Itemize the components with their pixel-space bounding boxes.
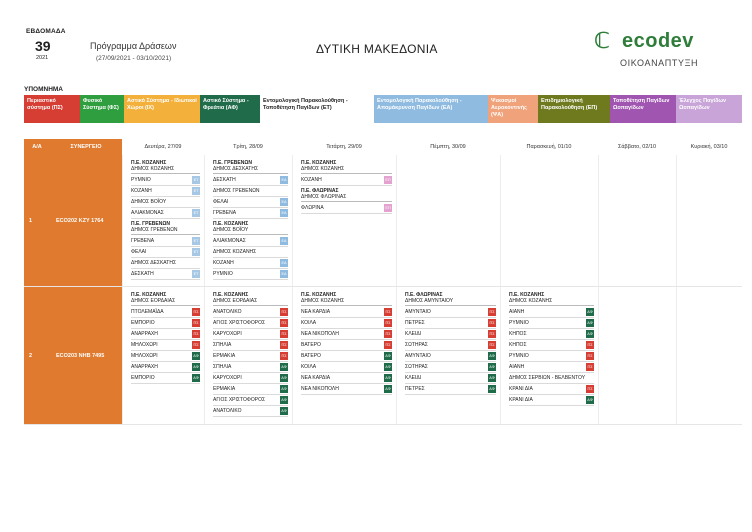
activity-badge: ΑΦ: [587, 321, 593, 325]
legend-item: Περιαστικό σύστημα (ΠΣ): [24, 95, 80, 123]
schedule-grid: [24, 139, 742, 425]
activity-badge: ΠΣ: [193, 310, 199, 314]
location-label: ΑΓΙΟΣ ΧΡΙΣΤΟΦΟΡΟΣ: [213, 397, 266, 403]
location-entry: [405, 340, 496, 351]
location-label: ΔΗΜΟΣ ΓΡΕΒΕΝΩΝ: [213, 188, 260, 194]
legend: [24, 95, 742, 123]
location-label: ΜΗΛΟΧΩΡΙ: [131, 353, 158, 359]
day-cell: [292, 287, 396, 424]
week-number: 39: [35, 38, 51, 54]
legend-item: Εντομολογική Παρακολούθηση - Τοποθέτηση Παγίδων (ΕΤ): [260, 95, 374, 123]
location-entry: [131, 269, 200, 280]
area-title: Π.Ε. ΦΛΩΡΙΝΑΣ: [301, 188, 339, 194]
activity-badge: ΑΦ: [489, 376, 495, 380]
location-entry: [213, 395, 288, 406]
location-entry: [509, 307, 594, 318]
location-label: ΝΕΑ ΝΙΚΟΠΟΛΗ: [301, 386, 339, 392]
municipality-subheading: [213, 247, 288, 258]
location-label: ΑΝΑΤΟΛΙΚΟ: [213, 408, 242, 414]
location-label: ΝΕΑ ΝΙΚΟΠΟΛΗ: [301, 331, 339, 337]
location-entry: [131, 329, 200, 340]
activity-badge: ΠΣ: [489, 332, 495, 336]
crew-name: ECO203 ΝΗΒ 7495: [50, 287, 122, 424]
area-title: Π.Ε. ΚΟΖΑΝΗΣ: [131, 160, 167, 166]
day-cell: [500, 155, 598, 286]
municipality-title: ΔΗΜΟΣ ΕΟΡΔΑΙΑΣ: [213, 298, 288, 306]
activity-badge: ΠΣ: [193, 321, 199, 325]
legend-item: Αστικό Σύστημα - Ιδιωτικοί Χώροι (ΙΧ): [124, 95, 200, 123]
activity-badge: ΕΑ: [281, 272, 287, 276]
activity-badge: ΑΦ: [385, 365, 391, 369]
location-label: ΚΟΙΛΑ: [301, 364, 317, 370]
location-label: ΦΕΛΑΙ: [131, 249, 147, 255]
location-label: ΔΗΜΟΣ ΣΕΡΒΙΩΝ - ΒΕΛΒΕΝΤΟΥ: [509, 375, 586, 381]
location-entry: [213, 318, 288, 329]
location-entry: [301, 175, 392, 186]
location-entry: [131, 351, 200, 362]
location-entry: [131, 340, 200, 351]
activity-badge: ΑΦ: [385, 376, 391, 380]
municipality-title: ΔΗΜΟΣ ΚΟΖΑΝΗΣ: [509, 298, 594, 306]
activity-badge: ΕΤ: [193, 272, 199, 276]
location-entry: [131, 307, 200, 318]
location-entry: [213, 269, 288, 280]
location-label: ΓΡΕΒΕΝΑ: [131, 238, 155, 244]
location-label: ΚΟΖΑΝΗ: [213, 260, 234, 266]
location-entry: [509, 340, 594, 351]
location-label: ΠΕΤΡΕΣ: [405, 386, 425, 392]
activity-badge: ΠΣ: [587, 354, 593, 358]
legend-item: Αστικό Σύστημα - Φρεάτια (ΑΦ): [200, 95, 260, 123]
activity-badge: ΑΦ: [489, 365, 495, 369]
location-entry: [213, 384, 288, 395]
activity-badge: ΑΦ: [281, 387, 287, 391]
week-year: 2021: [36, 55, 49, 61]
area-title: Π.Ε. ΚΟΖΑΝΗΣ: [213, 221, 249, 227]
location-entry: [405, 318, 496, 329]
location-entry: [213, 329, 288, 340]
activity-badge: ΕΤ: [193, 239, 199, 243]
location-entry: [405, 384, 496, 395]
logo-leaf-icon: ℂ: [594, 28, 611, 53]
header-crew: ΣΥΝΕΡΓΕΙΟ: [50, 139, 122, 155]
location-entry: [509, 395, 594, 406]
location-entry: [131, 236, 200, 247]
location-entry: [213, 351, 288, 362]
activity-badge: ΠΣ: [385, 310, 391, 314]
location-label: ΚΑΡΥΟΧΩΡΙ: [213, 375, 242, 381]
location-entry: [213, 236, 288, 247]
location-entry: [213, 208, 288, 219]
location-entry: [213, 175, 288, 186]
location-entry: [213, 340, 288, 351]
region-title: ΔΥΤΙΚΗ ΜΑΚΕΔΟΝΙΑ: [316, 42, 438, 56]
location-label: ΔΕΣΚΑΤΗ: [131, 271, 154, 277]
location-label: ΚΑΡΥΟΧΩΡΙ: [213, 331, 242, 337]
grid-body: [24, 155, 742, 425]
day-cell: [122, 155, 204, 286]
location-entry: [301, 318, 392, 329]
location-label: ΓΡΕΒΕΝΑ: [213, 210, 237, 216]
program-date-range: (27/09/2021 - 03/10/2021): [96, 55, 172, 62]
day-cell: [122, 287, 204, 424]
header-day: Τρίτη, 28/09: [233, 144, 263, 150]
municipality-title: ΔΗΜΟΣ ΔΕΣΚΑΤΗΣ: [213, 166, 288, 174]
activity-badge: ΑΦ: [193, 365, 199, 369]
legend-item: Έλεγχος Παγίδων Ωοπαγίδων: [676, 95, 742, 123]
activity-badge: ΠΣ: [489, 321, 495, 325]
municipality-subheading: [131, 258, 200, 269]
activity-badge: ΕΑ: [281, 178, 287, 182]
header-day: Παρασκευή, 01/10: [526, 144, 572, 150]
municipality-title: ΔΗΜΟΣ ΓΡΕΒΕΝΩΝ: [131, 227, 200, 235]
location-entry: [131, 247, 200, 258]
legend-item: Τοποθέτηση Παγίδων Ωοπαγίδων: [610, 95, 676, 123]
location-entry: [405, 329, 496, 340]
location-label: ΡΥΜΝΙΟ: [213, 271, 233, 277]
location-label: ΦΛΩΡΙΝΑ: [301, 205, 324, 211]
activity-badge: ΑΦ: [587, 310, 593, 314]
location-label: ΔΗΜΟΣ ΚΟΖΑΝΗΣ: [213, 249, 257, 255]
location-entry: [213, 258, 288, 269]
location-label: ΚΗΠΟΣ: [509, 331, 527, 337]
logo-word: ecodev: [622, 30, 694, 52]
day-cell: [676, 287, 742, 424]
location-entry: [301, 329, 392, 340]
municipality-subheading: [131, 197, 200, 208]
location-label: ΑΜΥΝΤΑΙΟ: [405, 309, 431, 315]
activity-badge: ΠΣ: [385, 332, 391, 336]
location-label: ΠΤΟΛΕΜΑΪΔΑ: [131, 309, 164, 315]
location-label: ΕΡΜΑΚΙΑ: [213, 353, 236, 359]
legend-title: ΥΠΟΜΝΗΜΑ: [24, 86, 63, 93]
activity-badge: ΠΣ: [281, 332, 287, 336]
area-title: Π.Ε. ΚΟΖΑΝΗΣ: [509, 292, 545, 298]
location-label: ΚΟΖΑΝΗ: [131, 188, 152, 194]
day-cell: [396, 155, 500, 286]
location-label: ΣΩΤΗΡΑΣ: [405, 342, 428, 348]
location-entry: [131, 362, 200, 373]
location-label: ΑΛΙΑΚΜΟΝΑΣ: [213, 238, 246, 244]
activity-badge: ΠΣ: [587, 365, 593, 369]
location-label: ΔΗΜΟΣ ΒΟΪΟΥ: [131, 199, 167, 205]
location-entry: [301, 373, 392, 384]
location-entry: [131, 373, 200, 384]
location-entry: [509, 351, 594, 362]
activity-badge: ΑΦ: [193, 354, 199, 358]
activity-badge: ΑΦ: [587, 398, 593, 402]
location-label: ΡΥΜΝΙΟ: [509, 320, 529, 326]
activity-badge: ΕΤ: [193, 250, 199, 254]
location-entry: [405, 351, 496, 362]
activity-badge: ΑΦ: [385, 387, 391, 391]
activity-badge: ΠΣ: [281, 343, 287, 347]
crew-name: ECO202 ΚΖΥ 1764: [50, 155, 122, 286]
location-entry: [213, 406, 288, 417]
municipality-subheading: [213, 186, 288, 197]
crew-index: 2: [24, 287, 50, 424]
activity-badge: ΕΠ: [385, 206, 391, 210]
grid-header-row: [24, 139, 742, 155]
location-entry: [301, 384, 392, 395]
municipality-title: ΔΗΜΟΣ ΚΟΖΑΝΗΣ: [301, 298, 392, 306]
municipality-subheading: [509, 373, 594, 384]
location-label: ΕΜΠΟΡΙΟ: [131, 375, 155, 381]
location-entry: [509, 384, 594, 395]
activity-badge: ΕΑ: [281, 211, 287, 215]
location-entry: [405, 373, 496, 384]
day-cell: [598, 155, 676, 286]
location-entry: [131, 208, 200, 219]
activity-badge: ΑΦ: [385, 354, 391, 358]
location-entry: [213, 373, 288, 384]
location-label: ΝΕΑ ΚΑΡΔΙΑ: [301, 309, 331, 315]
area-title: Π.Ε. ΚΟΖΑΝΗΣ: [301, 160, 337, 166]
activity-badge: ΑΦ: [281, 365, 287, 369]
header-day: Τετάρτη, 29/09: [326, 144, 362, 150]
location-label: ΣΠΗΛΙΑ: [213, 364, 232, 370]
location-entry: [301, 351, 392, 362]
location-label: ΚΡΑΝΙ ΔΙΑ: [509, 397, 533, 403]
activity-badge: ΠΣ: [193, 332, 199, 336]
location-entry: [509, 362, 594, 373]
ecodev-logo: [594, 28, 734, 74]
location-label: ΑΜΥΝΤΑΙΟ: [405, 353, 431, 359]
activity-badge: ΑΦ: [281, 376, 287, 380]
location-label: ΜΗΛΟΧΩΡΙ: [131, 342, 158, 348]
location-entry: [213, 197, 288, 208]
activity-badge: ΠΣ: [587, 387, 593, 391]
location-label: ΚΛΕΙΔΙ: [405, 375, 422, 381]
day-cell: [396, 287, 500, 424]
location-label: ΚΗΠΟΣ: [509, 342, 527, 348]
header-aa: Α/Α: [24, 139, 50, 155]
header: [0, 0, 752, 80]
location-label: ΚΟΙΛΑ: [301, 320, 317, 326]
location-label: ΠΕΤΡΕΣ: [405, 320, 425, 326]
day-cell: [204, 287, 292, 424]
header-day: Κυριακή, 03/10: [690, 144, 728, 150]
crew-row: [24, 155, 742, 287]
location-label: ΑΙΑΝΗ: [509, 364, 525, 370]
activity-badge: ΠΣ: [587, 343, 593, 347]
location-entry: [405, 307, 496, 318]
logo-subtitle: ΟΙΚΟΑΝΑΠΤΥΞΗ: [620, 58, 699, 68]
legend-item: Εντομολογική Παρακολούθηση - Απομάκρυνση Παγίδων (ΕΑ): [374, 95, 488, 123]
activity-badge: ΠΣ: [193, 343, 199, 347]
legend-item: Επιδημιολογική Παρακολούθηση (ΕΠ): [538, 95, 610, 123]
municipality-title: ΔΗΜΟΣ ΕΟΡΔΑΙΑΣ: [131, 298, 200, 306]
activity-badge: ΕΤ: [193, 211, 199, 215]
location-entry: [213, 307, 288, 318]
location-label: ΡΥΜΝΙΟ: [509, 353, 529, 359]
location-label: ΕΡΜΑΚΙΑ: [213, 386, 236, 392]
activity-badge: ΕΑ: [281, 261, 287, 265]
location-label: ΑΛΙΑΚΜΟΝΑΣ: [131, 210, 164, 216]
activity-badge: ΠΣ: [489, 310, 495, 314]
municipality-title: ΔΗΜΟΣ ΦΛΩΡΙΝΑΣ: [301, 194, 392, 202]
header-day: Πέμπτη, 30/09: [430, 144, 466, 150]
activity-badge: ΕΤ: [193, 178, 199, 182]
location-entry: [301, 307, 392, 318]
area-title: Π.Ε. ΚΟΖΑΝΗΣ: [131, 292, 167, 298]
crew-row: [24, 287, 742, 425]
location-label: ΑΝΑΤΟΛΙΚΟ: [213, 309, 242, 315]
municipality-title: ΔΗΜΟΣ ΒΟΪΟΥ: [213, 227, 288, 235]
activity-badge: ΠΣ: [385, 321, 391, 325]
header-day: Δευτέρα, 27/09: [144, 144, 182, 150]
location-entry: [131, 186, 200, 197]
location-label: ΒΑΤΕΡΟ: [301, 353, 321, 359]
municipality-title: ΔΗΜΟΣ ΑΜΥΝΤΑΙΟΥ: [405, 298, 496, 306]
activity-badge: ΕΠ: [385, 178, 391, 182]
location-label: ΣΠΗΛΙΑ: [213, 342, 232, 348]
activity-badge: ΑΦ: [281, 398, 287, 402]
program-title: Πρόγραμμα Δράσεων: [90, 41, 177, 51]
day-cell: [598, 287, 676, 424]
location-label: ΒΑΤΕΡΟ: [301, 342, 321, 348]
location-label: ΑΝΑΡΡΑΧΗ: [131, 331, 158, 337]
location-entry: [131, 175, 200, 186]
day-cell: [204, 155, 292, 286]
location-entry: [405, 362, 496, 373]
week-label: ΕΒΔΟΜΑΔΑ: [26, 28, 66, 35]
crew-index: 1: [24, 155, 50, 286]
day-cell: [292, 155, 396, 286]
area-title: Π.Ε. ΚΟΖΑΝΗΣ: [213, 292, 249, 298]
location-entry: [509, 329, 594, 340]
activity-badge: ΑΦ: [489, 387, 495, 391]
activity-badge: ΠΣ: [385, 343, 391, 347]
legend-item: Ψεκασμοί Αεροκοντινής (ΨΑ): [488, 95, 538, 123]
activity-badge: ΑΦ: [193, 376, 199, 380]
location-label: ΚΛΕΙΔΙ: [405, 331, 422, 337]
activity-badge: ΕΑ: [281, 239, 287, 243]
location-label: ΑΙΑΝΗ: [509, 309, 525, 315]
activity-badge: ΕΑ: [281, 200, 287, 204]
area-title: Π.Ε. ΦΛΩΡΙΝΑΣ: [405, 292, 443, 298]
location-label: ΑΝΑΡΡΑΧΗ: [131, 364, 158, 370]
location-label: ΚΟΖΑΝΗ: [301, 177, 322, 183]
area-title: Π.Ε. ΓΡΕΒΕΝΩΝ: [213, 160, 252, 166]
activity-badge: ΠΣ: [281, 354, 287, 358]
location-entry: [301, 203, 392, 214]
activity-badge: ΑΦ: [281, 409, 287, 413]
header-day: Σάββατο, 02/10: [617, 144, 657, 150]
location-entry: [301, 362, 392, 373]
location-label: ΣΩΤΗΡΑΣ: [405, 364, 428, 370]
location-label: ΕΜΠΟΡΙΟ: [131, 320, 155, 326]
activity-badge: ΑΦ: [587, 332, 593, 336]
location-label: ΦΕΛΑΙ: [213, 199, 229, 205]
area-title: Π.Ε. ΓΡΕΒΕΝΩΝ: [131, 221, 170, 227]
location-entry: [509, 318, 594, 329]
activity-badge: ΠΣ: [281, 321, 287, 325]
municipality-title: ΔΗΜΟΣ ΚΟΖΑΝΗΣ: [301, 166, 392, 174]
location-label: ΔΗΜΟΣ ΔΕΣΚΑΤΗΣ: [131, 260, 177, 266]
location-label: ΑΓΙΟΣ ΧΡΙΣΤΟΦΟΡΟΣ: [213, 320, 266, 326]
municipality-title: ΔΗΜΟΣ ΚΟΖΑΝΗΣ: [131, 166, 200, 174]
legend-item: Φυσικό Σύστημα (ΦΣ): [80, 95, 124, 123]
location-entry: [131, 318, 200, 329]
location-label: ΝΕΑ ΚΑΡΔΙΑ: [301, 375, 331, 381]
day-cell: [500, 287, 598, 424]
day-cell: [676, 155, 742, 286]
activity-badge: ΑΦ: [489, 354, 495, 358]
location-label: ΡΥΜΝΙΟ: [131, 177, 151, 183]
location-label: ΔΕΣΚΑΤΗ: [213, 177, 236, 183]
activity-badge: ΕΤ: [193, 189, 199, 193]
activity-badge: ΠΣ: [489, 343, 495, 347]
area-title: Π.Ε. ΚΟΖΑΝΗΣ: [301, 292, 337, 298]
activity-badge: ΠΣ: [281, 310, 287, 314]
location-entry: [301, 340, 392, 351]
location-entry: [213, 362, 288, 373]
location-label: ΚΡΑΝΙ ΔΙΑ: [509, 386, 533, 392]
